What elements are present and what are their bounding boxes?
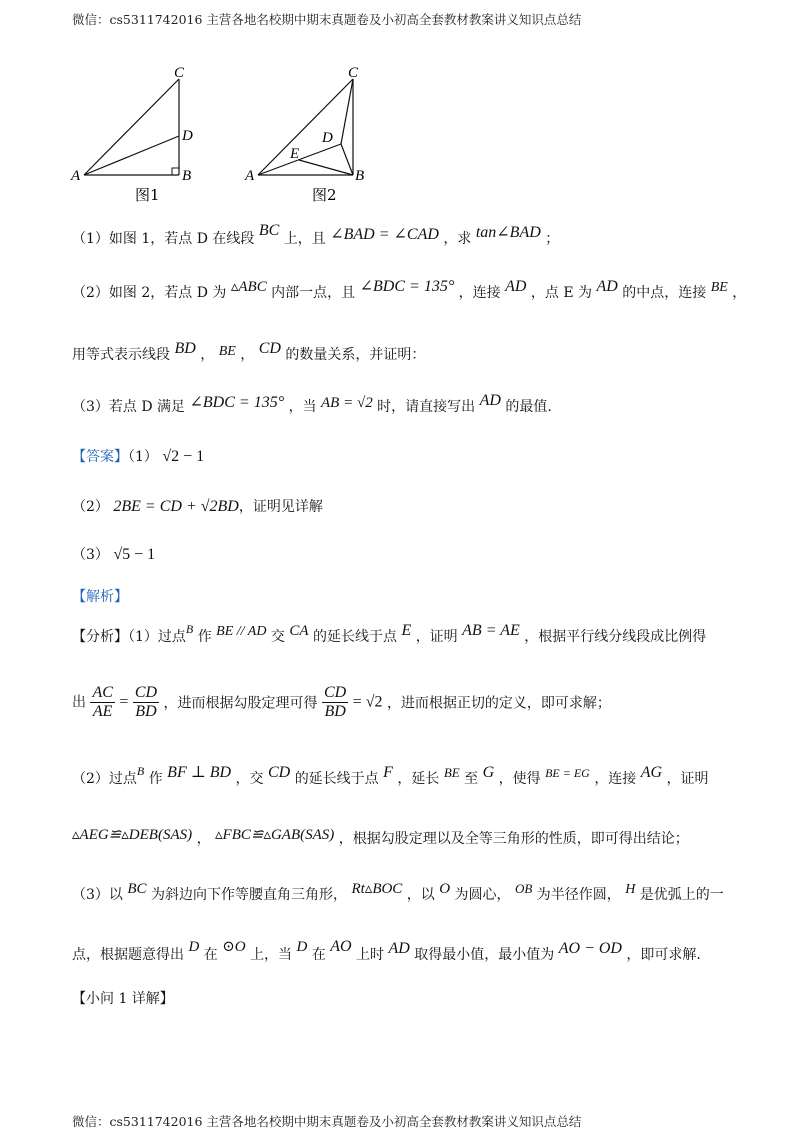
s3-text-6: 是优弧上的一 [639, 887, 724, 903]
analysis-s3-line-1 [72, 881, 724, 904]
s3-math-rt-boc: Rt▵BOC [351, 881, 403, 897]
q2-text-3: ，连接 [458, 285, 501, 301]
s3-text-4: 为圆心， [454, 887, 511, 903]
s3b-math-ad: AD [388, 940, 410, 957]
q2-math-abc: ▵ABC [230, 279, 267, 295]
s1-text-2: 作 [197, 629, 212, 645]
s1b-text-2: ，进而根据勾股定理可得 [163, 695, 318, 712]
answer-2-value: 2BE = CD + √2BD [113, 498, 239, 515]
s3-text-1: （3）以 [72, 887, 123, 903]
s2-math-ag: AG [640, 764, 663, 781]
frac-ae: AE [92, 703, 113, 720]
fig1-label-c: C [174, 65, 185, 81]
figure-2-diagram [242, 64, 372, 204]
s2b-math-congruence-1: ▵AEG≌▵DEB(SAS) [72, 827, 193, 843]
fig1-caption: 图1 [135, 186, 160, 204]
q3-math-ab-sqrt2: AB = √2 [321, 395, 373, 411]
s1-math-e: E [401, 622, 412, 639]
q3-text-1: （3）若点 D 满足 [72, 399, 186, 415]
q3-math-angle-bdc: ∠BDC = 135° [189, 394, 285, 411]
answer-line-2 [72, 496, 323, 516]
analysis-tag: 【解析】 [72, 589, 128, 605]
answer-3-value: √5 − 1 [113, 546, 156, 563]
s1-math-ca: CA [289, 623, 309, 639]
s3b-math-ao: AO [330, 938, 352, 955]
fenxi-tag: 【分析】 [72, 629, 128, 645]
q3-math-ad: AD [479, 392, 501, 409]
s2-text-5: ，延长 [397, 771, 440, 787]
s3b-text-7: ，即可求解. [626, 947, 701, 963]
q2-l2-text-3: ， [240, 347, 255, 363]
q2-math-ad-1: AD [505, 278, 527, 295]
frac-cd: CD [134, 684, 158, 701]
s3-math-h: H [625, 882, 636, 897]
s3-text-5: 为半径作圆， [536, 887, 621, 903]
q2-l2-math-cd: CD [258, 340, 281, 357]
s1-text-6: ，根据平行线分线段成比例得 [524, 629, 707, 645]
answer-line-1 [72, 446, 204, 466]
answer-2-label: （2） [72, 499, 109, 515]
question-3 [72, 392, 552, 416]
q2-l2-text-2: ， [200, 347, 215, 363]
q2-math-ad-2: AD [596, 278, 618, 295]
frac-bd: BD [135, 703, 157, 720]
q1-text-3: ，求 [443, 231, 472, 247]
s3-math-bc: BC [127, 881, 147, 897]
s3b-math-d-1: D [188, 939, 200, 955]
answer-line-3 [72, 544, 155, 564]
fig2-label-b: B [355, 168, 365, 184]
q2-text-5: 的中点，连接 [622, 285, 707, 301]
answer-1-value: √2 − 1 [162, 448, 205, 465]
sub-question-1-heading: 【小问 1 详解】 [72, 991, 174, 1007]
s2-text-9: ，证明 [666, 771, 709, 787]
s2-math-cd: CD [268, 764, 291, 781]
s2-math-be-eq-eg: BE = EG [545, 766, 590, 780]
fig2-label-d: D [322, 130, 333, 146]
fig1-label-a: A [71, 168, 81, 184]
q2-text-4: ，点 E 为 [530, 285, 593, 301]
q3-text-2: ，当 [288, 399, 317, 415]
s1-math-be-parallel-ad: BE // AD [216, 624, 267, 639]
fig2-caption: 图2 [312, 186, 337, 204]
s2-math-g: G [482, 764, 495, 781]
q3-text-4: 的最值. [505, 399, 552, 415]
question-1 [72, 222, 560, 248]
question-2-line-1 [72, 278, 747, 302]
fraction-cd-bd-2 [322, 684, 348, 721]
s1b-math-sqrt2: = √2 [352, 693, 383, 711]
frac2-cd: CD [323, 684, 347, 701]
q1-math-angle-eq: ∠BAD = ∠CAD [330, 226, 439, 243]
s2-text-3: ，交 [235, 771, 264, 787]
frac2-bd: BD [324, 703, 346, 720]
s3b-text-4: 在 [311, 947, 326, 963]
fraction-cd-bd [133, 684, 159, 721]
s2-math-bf-perp-bd: BF ⊥ BD [167, 764, 232, 781]
s3b-text-1: 点，根据题意得出 [72, 947, 184, 963]
frac-ac: AC [92, 684, 113, 701]
s3b-math-ao-minus-od: AO − OD [558, 940, 622, 957]
s2-text-4: 的延长线于点 [294, 771, 379, 787]
q2-l2-math-bd: BD [174, 340, 196, 357]
s3-math-ob: OB [514, 881, 533, 896]
q2-l2-text-1: 用等式表示线段 [72, 347, 170, 363]
figure-1-diagram [68, 64, 198, 204]
s2b-math-congruence-2: ▵FBC≌▵GAB(SAS) [215, 827, 335, 843]
s3b-text-5: 上时 [356, 947, 385, 963]
fig2-label-c: C [348, 65, 359, 81]
fig1-label-b: B [182, 168, 192, 184]
analysis-s2-line-1 [72, 764, 709, 788]
s2-math-be: BE [443, 765, 460, 780]
s3b-text-6: 取得最小值，最小值为 [414, 947, 555, 963]
page-footer: 微信：cs5311742016 主营各地名校期中期末真题卷及小初高全套教材教案讲义知识点总结 [72, 1114, 582, 1129]
s2-math-f: F [383, 764, 393, 781]
s3-text-3: ，以 [406, 887, 435, 903]
s1-math-b: B [185, 622, 194, 636]
q2-math-be: BE [710, 280, 728, 295]
q2-text-2: 内部一点，且 [271, 285, 356, 301]
q1-text-1: （1）如图 1，若点 D 在线段 [72, 231, 255, 247]
answer-1-label: （1） [128, 449, 158, 465]
s3-text-2: 为斜边向下作等腰直角三角形， [151, 887, 347, 903]
q1-math-tan: tan∠BAD [475, 224, 541, 241]
answer-2-tail: ，证明见详解 [238, 499, 323, 515]
s2-text-1: （2）过点 [72, 771, 137, 787]
q2-l2-text-4: 的数量关系，并证明： [285, 347, 426, 363]
q2-l2-math-be: BE [218, 344, 236, 359]
s1-text-3: 交 [270, 629, 285, 645]
q2-text-6: ， [732, 285, 747, 301]
s2-math-b: B [136, 764, 145, 778]
s3-math-o: O [439, 881, 451, 897]
s1-text-4: 的延长线于点 [313, 629, 397, 645]
analysis-s1-line-2: 出 $\frac{AC}{AE}$ = $\frac{CD}{BD}$ ，进而根据勾股定理可得 $\frac{CD}{BD}$ = √2 ，进而根据正切的定义，即可求解； [72, 684, 611, 720]
s3b-math-d-2: D [296, 939, 308, 955]
q2-text-1: （2）如图 2，若点 D 为 [72, 285, 227, 301]
answer-3-label: （3） [72, 547, 109, 563]
s1-math-ab-eq-ae: AB = AE [462, 622, 520, 639]
s2b-text-2: ，根据勾股定理以及全等三角形的性质，即可得出结论； [338, 831, 689, 847]
s3b-text-2: 在 [203, 947, 218, 963]
s2b-text-1: ， [196, 831, 211, 847]
analysis-s3-line-2 [72, 938, 701, 964]
s2-text-7: ，使得 [498, 771, 541, 787]
q1-text-4: ； [545, 231, 560, 247]
page-header: 微信：cs5311742016 主营各地名校期中期末真题卷及小初高全套教材教案讲义知识点总结 [72, 12, 582, 27]
answer-tag: 【答案】 [72, 449, 128, 465]
s2-text-6: 至 [464, 771, 479, 787]
s1b-text-3: ，进而根据正切的定义，即可求解； [386, 695, 611, 712]
s1-text-5: ，证明 [415, 629, 458, 645]
s3b-text-3: 上，当 [250, 947, 293, 963]
fig1-label-d: D [182, 128, 193, 144]
s1-text-1: （1）过点 [128, 629, 186, 645]
fig2-label-a: A [245, 168, 255, 184]
fraction-ac-ae [90, 684, 114, 721]
s2-text-8: ，连接 [594, 771, 637, 787]
q1-math-bc: BC [258, 222, 280, 239]
q2-math-angle-bdc: ∠BDC = 135° [359, 278, 455, 295]
question-2-line-2 [72, 340, 426, 364]
fig2-label-e: E [290, 146, 300, 162]
q3-text-3: 时，请直接写出 [377, 399, 476, 415]
analysis-s2-line-2 [72, 828, 689, 848]
s3b-math-circle-o: ⊙O [222, 939, 246, 955]
s1b-text-1: 出 [72, 694, 86, 711]
s2-text-2: 作 [148, 771, 163, 787]
q1-text-2: 上，且 [283, 231, 326, 247]
analysis-s1-line-1 [72, 622, 707, 646]
